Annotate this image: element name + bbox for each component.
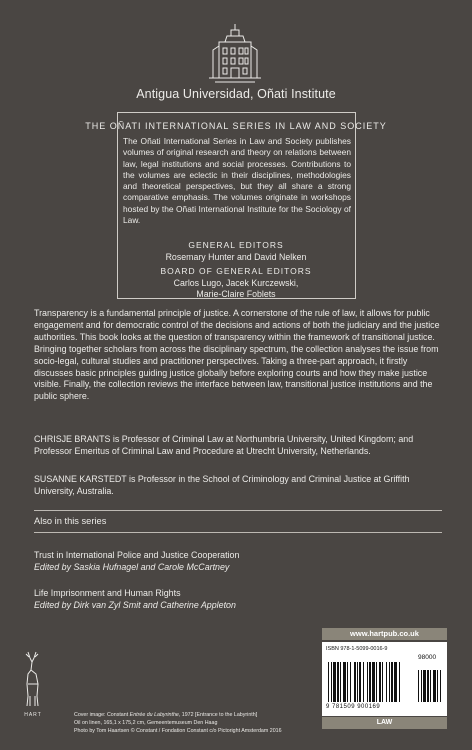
divider (34, 510, 442, 511)
board-editors-line-2: Marie-Claire Foblets (196, 289, 276, 299)
cover-credit-line-1: Cover image: Constant Entrée du Labyrinthe, 1972 [Entrance to the Labyrinth] (74, 712, 258, 718)
series-book-editors: Edited by Dirk van Zyl Smit and Catherine Appleton (34, 600, 236, 610)
institute-name: Antigua Universidad, Oñati Institute (136, 87, 336, 101)
board-editors-line-1: Carlos Lugo, Jacek Kurczewski, (173, 278, 299, 288)
series-description: The Oñati International Series in Law and Society publishes volumes of original research and theory on relations between law, legal institutions and social processes. Contributions to the volumes are eclectic in their disciplines, methodologies and theoretical perspectives, but they all share a strong comparative emphasis. The volumes originate in workshops hosted by the Oñati International Institute for the Sociology of Law. (123, 136, 351, 226)
series-title: THE OÑATI INTERNATIONAL SERIES IN LAW AND SOCIETY (85, 121, 387, 131)
barcode-box (322, 642, 447, 716)
also-in-series-label: Also in this series (34, 516, 107, 526)
general-editors-label: GENERAL EDITORS (188, 240, 284, 250)
book-blurb: Transparency is a fundamental principle of justice. A cornerstone of the rule of law, it allows for public engagement and for democratic control of the decisions and actions of both the judiciary and the justice authorities. This book looks at the question of transparency within the framework of transitional justice. Bringing together scholars from across the disciplinary spectrum, the collection analyses the issue from socio-legal, cultural studies and practitioner perspectives. Taking a three-part approach, it firstly discusses basic principles guiding justice globally before exploring courts and how they make justice visible. Finally, the collection reviews the interface between law, transitional justice institutions and the public sphere. (34, 308, 440, 402)
board-editors-label: BOARD OF GENERAL EDITORS (160, 266, 312, 276)
university-building-icon (205, 22, 265, 84)
divider (34, 532, 442, 533)
barcode-digits: 9 781509 900169 (326, 704, 381, 710)
publisher-name: HART (24, 712, 42, 718)
barcode-panel (322, 628, 447, 729)
price-code: 98000 (418, 654, 437, 661)
author-bio-brants: CHRISJE BRANTS is Professor of Criminal Law at Northumbria University, United Kingdom; and Professor Emeritus of Criminal Law and Procedure at Utrecht University, Netherlands. (34, 434, 414, 456)
series-book-title: Trust in International Police and Justice Cooperation (34, 550, 240, 560)
publisher-url[interactable]: www.hartpub.co.uk (322, 628, 447, 640)
general-editors-names: Rosemary Hunter and David Nelken (165, 252, 307, 262)
author-bio-karstedt: SUSANNE KARSTEDT is Professor in the School of Criminology and Criminal Justice at Griffith University, Australia. (34, 474, 410, 496)
hart-deer-icon (18, 650, 46, 708)
subject-category: LAW (322, 717, 447, 729)
cover-credit-line-2: Oil on linen, 165,1 x 175,2 cm, Gemeentemuseum Den Haag (74, 720, 218, 726)
series-book-title: Life Imprisonment and Human Rights (34, 588, 181, 598)
cover-credit-line-3: Photo by Tom Haartsen © Constant / Fondation Constant c/o Pictoright Amsterdam 2016 (74, 728, 282, 734)
barcode-icon (328, 662, 442, 702)
series-book-editors: Edited by Saskia Hufnagel and Carole McCartney (34, 562, 230, 572)
isbn-text: ISBN 978-1-5099-0016-9 (326, 646, 388, 652)
